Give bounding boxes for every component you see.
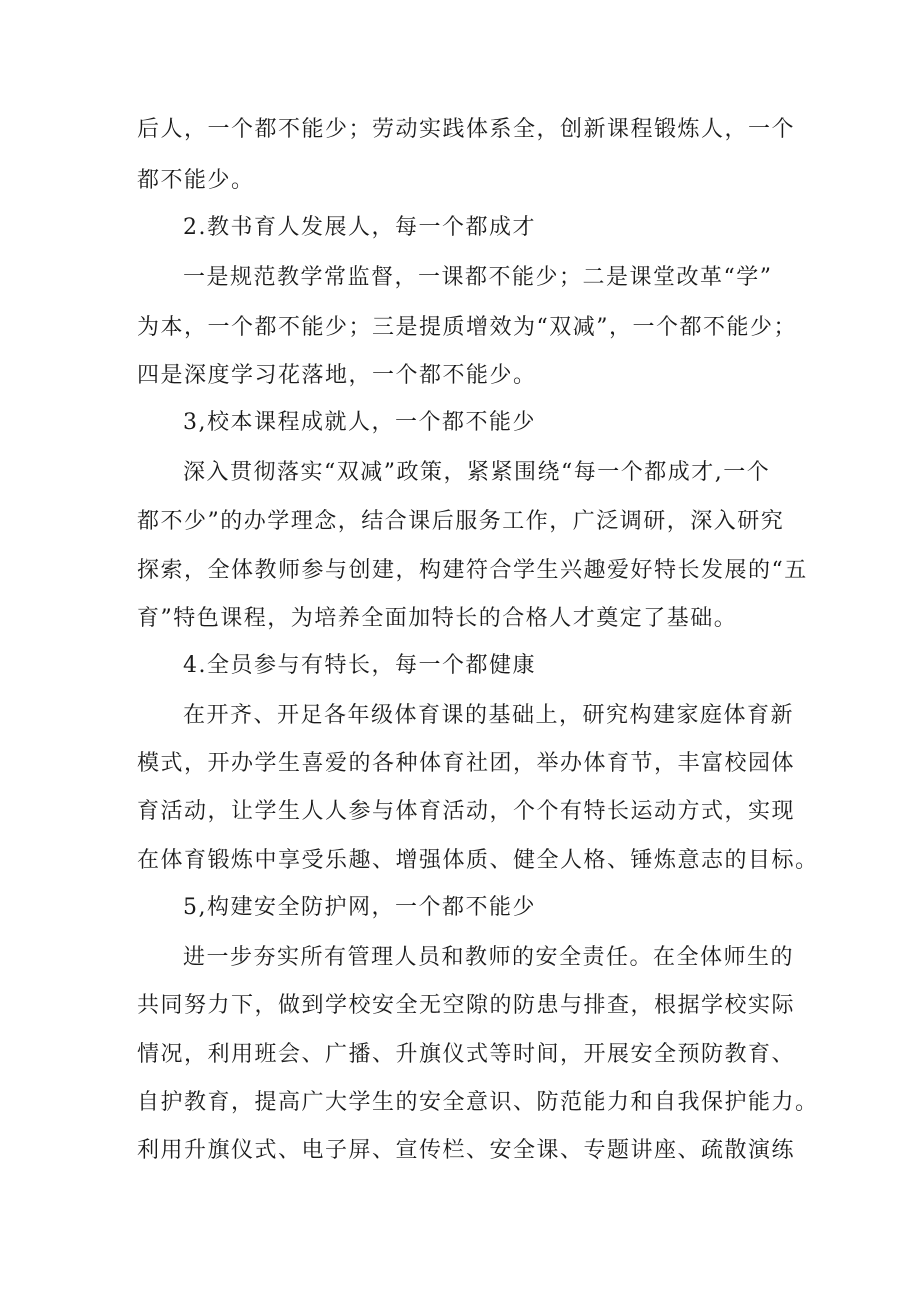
body-text-line: 为本，一个都不能少；三是提质增效为“双减”，一个都不能少； <box>137 315 797 340</box>
body-text-line: 四是深度学习花落地，一个都不能少。 <box>137 363 537 388</box>
body-text-line: 育”特色课程，为培养全面加特长的合格人才奠定了基础。 <box>137 606 738 631</box>
body-text-line: 共同努力下，做到学校安全无空隙的防患与排查，根据学校实际 <box>137 993 796 1018</box>
body-text-line: 利用升旗仪式、电子屏、宣传栏、安全课、专题讲座、疏散演练 <box>137 1138 796 1163</box>
body-text-line: 自护教育，提高广大学生的安全意识、防范能力和自我保护能力。 <box>137 1090 819 1115</box>
body-text-line: 都不能少。 <box>137 168 255 193</box>
body-text-line: 探索，全体教师参与创建，构建符合学生兴趣爱好特长发展的“五 <box>137 558 808 583</box>
body-text-line: 模式，开办学生喜爱的各种体育社团，举办体育节，丰富校园体 <box>137 751 796 776</box>
body-text-line: 育活动，让学生人人参与体育活动，个个有特长运动方式，实现 <box>137 799 796 824</box>
body-text-line: 在开齐、开足各年级体育课的基础上，研究构建家庭体育新 <box>183 703 795 728</box>
section-heading-2: 2.教书育人发展人，每一个都成才 <box>183 215 536 240</box>
section-heading-5: 5,构建安全防护网，一个都不能少 <box>183 895 536 920</box>
section-heading-3: 3,校本课程成就人，一个都不能少 <box>183 410 536 435</box>
body-text-line: 情况，利用班会、广播、升旗仪式等时间，开展安全预防教育、 <box>137 1042 796 1067</box>
body-text-line: 后人，一个都不能少；劳动实践体系全，创新课程锻炼人，一个 <box>137 117 796 142</box>
body-text-line: 在体育锻炼中享受乐趣、增强体质、健全人格、锤炼意志的目标。 <box>137 848 819 873</box>
body-text-line: 都不少”的办学理念，结合课后服务工作，广泛调研，深入研究 <box>137 509 785 534</box>
body-text-line: 一是规范教学常监督，一课都不能少；二是课堂改革“学” <box>183 265 773 290</box>
body-text-line: 进一步夯实所有管理人员和教师的安全责任。在全体师生的 <box>183 945 795 970</box>
section-heading-4: 4.全员参与有特长，每一个都健康 <box>183 653 536 678</box>
body-text-line: 深入贯彻落实“双减”政策，紧紧围绕“每一个都成才,一个 <box>183 460 771 485</box>
